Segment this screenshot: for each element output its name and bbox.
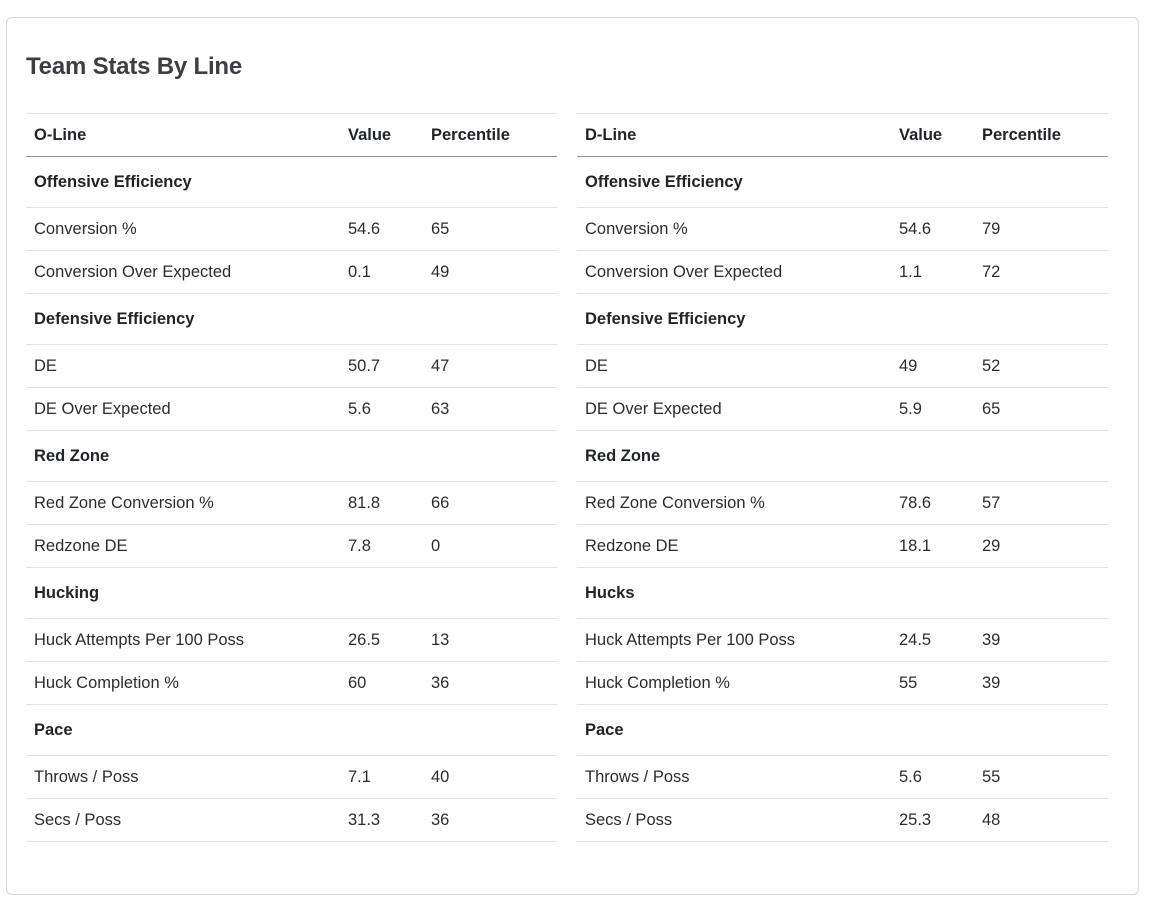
value-column-header: Value: [891, 114, 974, 157]
stat-percentile: 47: [423, 345, 557, 388]
stat-value: 5.6: [340, 388, 423, 431]
line-column-header: O-Line: [26, 114, 340, 157]
stat-row: [577, 756, 1108, 799]
stat-value: 54.6: [891, 208, 974, 251]
header-row: [26, 114, 557, 157]
stat-value: 18.1: [891, 525, 974, 568]
stat-value: 5.9: [891, 388, 974, 431]
stat-label: DE Over Expected: [577, 388, 891, 431]
stat-label: Redzone DE: [26, 525, 340, 568]
percentile-column-header: Percentile: [423, 114, 557, 157]
stat-row: [577, 482, 1108, 525]
stat-percentile: 40: [423, 756, 557, 799]
stat-row: [26, 799, 557, 842]
stat-row: [577, 345, 1108, 388]
stat-label: Huck Completion %: [26, 662, 340, 705]
stat-row: [26, 619, 557, 662]
stat-row: [577, 799, 1108, 842]
stat-percentile: 29: [974, 525, 1108, 568]
stat-label: Secs / Poss: [577, 799, 891, 842]
stat-label: Redzone DE: [577, 525, 891, 568]
value-column-header: Value: [340, 114, 423, 157]
card-title: Team Stats By Line: [26, 53, 243, 80]
section-row: [577, 431, 1108, 482]
stat-percentile: 65: [974, 388, 1108, 431]
section-row: [577, 568, 1108, 619]
stat-label: Red Zone Conversion %: [577, 482, 891, 525]
section-row: [26, 157, 557, 208]
stat-value: 25.3: [891, 799, 974, 842]
stat-value: 55: [891, 662, 974, 705]
stat-row: [26, 388, 557, 431]
stat-label: Secs / Poss: [26, 799, 340, 842]
stat-percentile: 48: [974, 799, 1108, 842]
stat-label: Huck Attempts Per 100 Poss: [577, 619, 891, 662]
stat-value: 5.6: [891, 756, 974, 799]
header-row: [577, 114, 1108, 157]
stat-percentile: 66: [423, 482, 557, 525]
o-line-table: [26, 113, 557, 842]
stat-row: [577, 619, 1108, 662]
stat-value: 0.1: [340, 251, 423, 294]
stat-value: 26.5: [340, 619, 423, 662]
stat-value: 7.1: [340, 756, 423, 799]
section-row: [26, 431, 557, 482]
stat-row: [26, 345, 557, 388]
stat-value: 54.6: [340, 208, 423, 251]
d-line-table-body: [577, 157, 1108, 842]
section-title: Red Zone: [577, 431, 1108, 482]
stat-label: Throws / Poss: [26, 756, 340, 799]
stat-value: 50.7: [340, 345, 423, 388]
section-title: Red Zone: [26, 431, 557, 482]
stat-percentile: 0: [423, 525, 557, 568]
stat-percentile: 72: [974, 251, 1108, 294]
stat-row: [577, 251, 1108, 294]
stat-label: Conversion %: [26, 208, 340, 251]
stat-label: Huck Attempts Per 100 Poss: [26, 619, 340, 662]
stat-row: [26, 482, 557, 525]
stat-value: 31.3: [340, 799, 423, 842]
stat-percentile: 79: [974, 208, 1108, 251]
stat-row: [577, 208, 1108, 251]
stat-row: [577, 525, 1108, 568]
line-column-header: D-Line: [577, 114, 891, 157]
section-row: [26, 568, 557, 619]
stat-label: Red Zone Conversion %: [26, 482, 340, 525]
stat-percentile: 39: [974, 662, 1108, 705]
section-row: [577, 157, 1108, 208]
section-title: Hucks: [577, 568, 1108, 619]
stat-row: [577, 388, 1108, 431]
stat-percentile: 52: [974, 345, 1108, 388]
section-title: Defensive Efficiency: [26, 294, 557, 345]
stat-label: DE: [26, 345, 340, 388]
stat-value: 7.8: [340, 525, 423, 568]
stat-row: [26, 756, 557, 799]
stat-label: Throws / Poss: [577, 756, 891, 799]
stat-value: 78.6: [891, 482, 974, 525]
section-row: [577, 294, 1108, 345]
stat-percentile: 49: [423, 251, 557, 294]
stat-value: 60: [340, 662, 423, 705]
section-row: [26, 294, 557, 345]
stat-label: Conversion Over Expected: [26, 251, 340, 294]
stat-label: DE Over Expected: [26, 388, 340, 431]
stat-row: [577, 662, 1108, 705]
stat-percentile: 65: [423, 208, 557, 251]
section-title: Defensive Efficiency: [577, 294, 1108, 345]
stat-label: Conversion Over Expected: [577, 251, 891, 294]
stat-value: 81.8: [340, 482, 423, 525]
stat-row: [26, 662, 557, 705]
o-line-table-body: [26, 157, 557, 842]
stat-row: [26, 525, 557, 568]
stat-label: DE: [577, 345, 891, 388]
stat-percentile: 36: [423, 799, 557, 842]
stat-label: Huck Completion %: [577, 662, 891, 705]
stat-percentile: 55: [974, 756, 1108, 799]
stat-value: 49: [891, 345, 974, 388]
d-line-table: [577, 113, 1108, 842]
stat-percentile: 13: [423, 619, 557, 662]
section-title: Offensive Efficiency: [577, 157, 1108, 208]
stat-percentile: 57: [974, 482, 1108, 525]
section-title: Pace: [577, 705, 1108, 756]
section-title: Offensive Efficiency: [26, 157, 557, 208]
stat-value: 1.1: [891, 251, 974, 294]
stat-label: Conversion %: [577, 208, 891, 251]
stat-value: 24.5: [891, 619, 974, 662]
stat-row: [26, 208, 557, 251]
stat-percentile: 39: [974, 619, 1108, 662]
section-title: Pace: [26, 705, 557, 756]
section-row: [577, 705, 1108, 756]
stat-row: [26, 251, 557, 294]
section-title: Hucking: [26, 568, 557, 619]
stat-percentile: 63: [423, 388, 557, 431]
section-row: [26, 705, 557, 756]
percentile-column-header: Percentile: [974, 114, 1108, 157]
stat-percentile: 36: [423, 662, 557, 705]
